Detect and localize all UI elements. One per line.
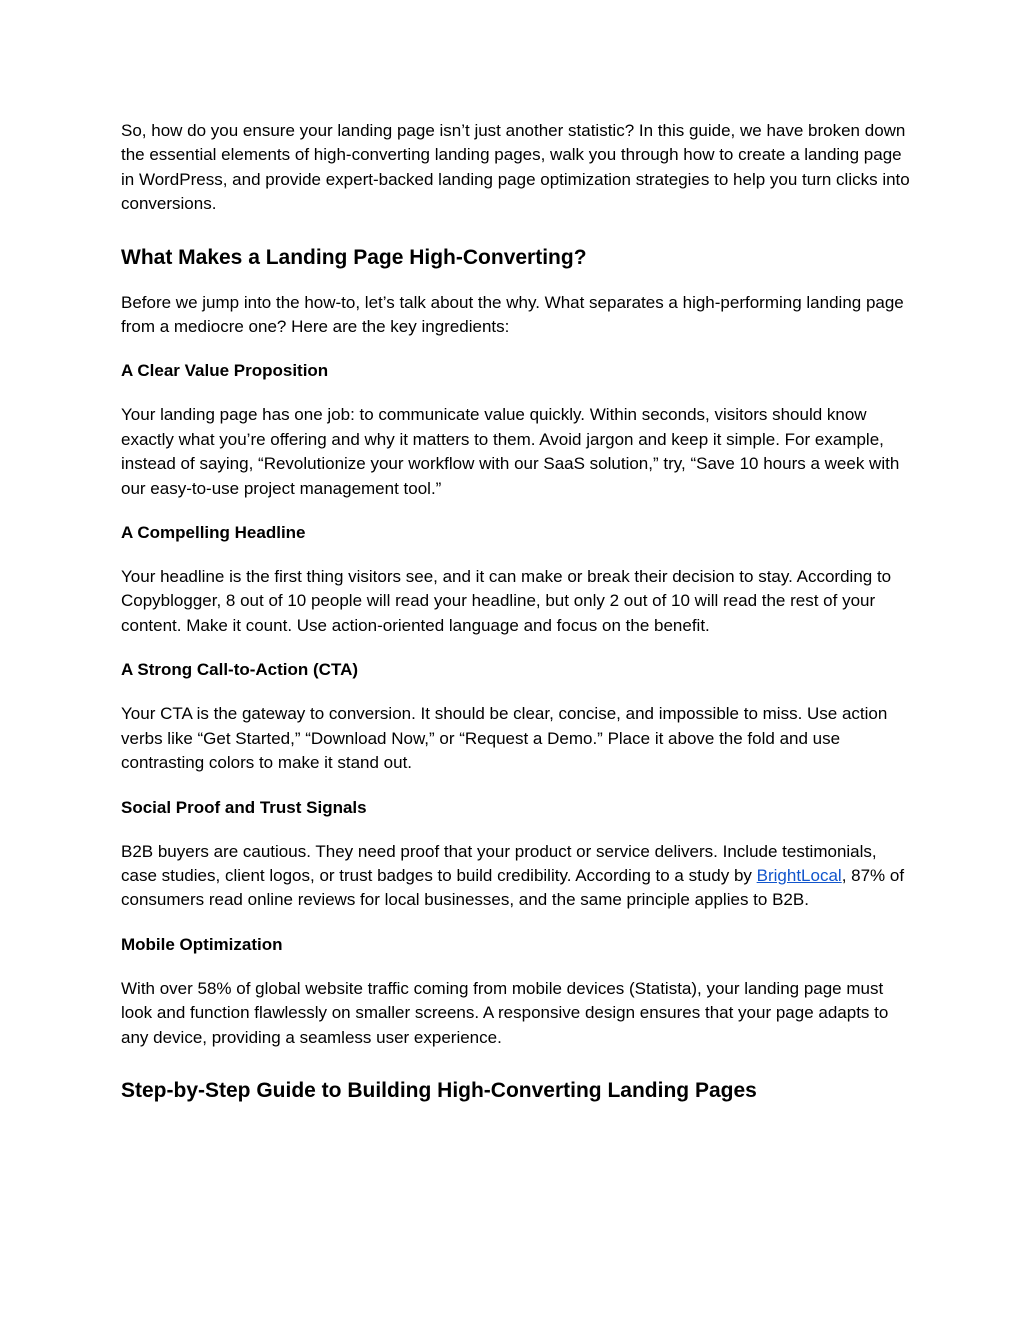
subheading-value-proposition: A Clear Value Proposition — [121, 361, 329, 381]
social-proof-paragraph — [121, 840, 911, 913]
subheading-mobile-optimization: Mobile Optimization — [121, 934, 283, 954]
brightlocal-link[interactable]: BrightLocal — [756, 865, 842, 885]
compelling-headline-paragraph: Your headline is the first thing visitors see, and it can make or break their decision to stay. According to Copyblogger, 8 out of 10 people will read your headline, but only 2 out of 10 will read the rest of your content. Make it count. Use action-oriented language and focus on the benefit. — [121, 567, 892, 635]
social-proof-text-after-link: , 87% of consumers read online reviews for local businesses, and the same principle applies to B2B. — [121, 865, 905, 910]
intro-paragraph: So, how do you ensure your landing page isn’t just another statistic? In this guide, we have broken down the essential elements of high-converting landing pages, walk you through how to create a landing page in WordPress, and provide expert-backed landing page optimization strategies to help you turn clicks into conversions. — [121, 121, 910, 214]
call-to-action-paragraph: Your CTA is the gateway to conversion. It should be clear, concise, and impossible to miss. Use action verbs like “Get Started,” “Download Now,” or “Request a Demo.” Place it above the fold and use contrasting colors to make it stand out. — [121, 704, 888, 773]
value-proposition-paragraph: Your landing page has one job: to communicate value quickly. Within seconds, visitors should know exactly what you’re offering and why it matters to them. Avoid jargon and keep it simple. For example, instead of saying, “Revolutionize your workflow with our SaaS solution,” try, “Save 10 hours a week with our easy-to-use project management tool.” — [121, 405, 900, 498]
social-proof-text-before-link: B2B buyers are cautious. They need proof that your product or service delivers. Include testimonials, case studies, client logos, or trust badges to build credibility. According to a study by — [121, 841, 877, 885]
mobile-optimization-paragraph: With over 58% of global website traffic coming from mobile devices (Statista), your landing page must look and function flawlessly on smaller screens. A responsive design ensures that your page adapts to any device, providing a seamless user experience. — [121, 978, 889, 1047]
subheading-social-proof: Social Proof and Trust Signals — [121, 797, 367, 817]
subheading-call-to-action: A Strong Call-to-Action (CTA) — [121, 660, 359, 680]
section-heading-step-by-step: Step-by-Step Guide to Building High-Converting Landing Pages — [121, 1078, 757, 1102]
section-lead-paragraph: Before we jump into the how-to, let’s talk about the why. What separates a high-performing landing page from a mediocre one? Here are the key ingredients: — [121, 292, 904, 337]
section-heading-high-converting: What Makes a Landing Page High-Converting? — [121, 245, 587, 269]
document-page — [121, 119, 911, 1105]
subheading-compelling-headline: A Compelling Headline — [121, 523, 306, 543]
